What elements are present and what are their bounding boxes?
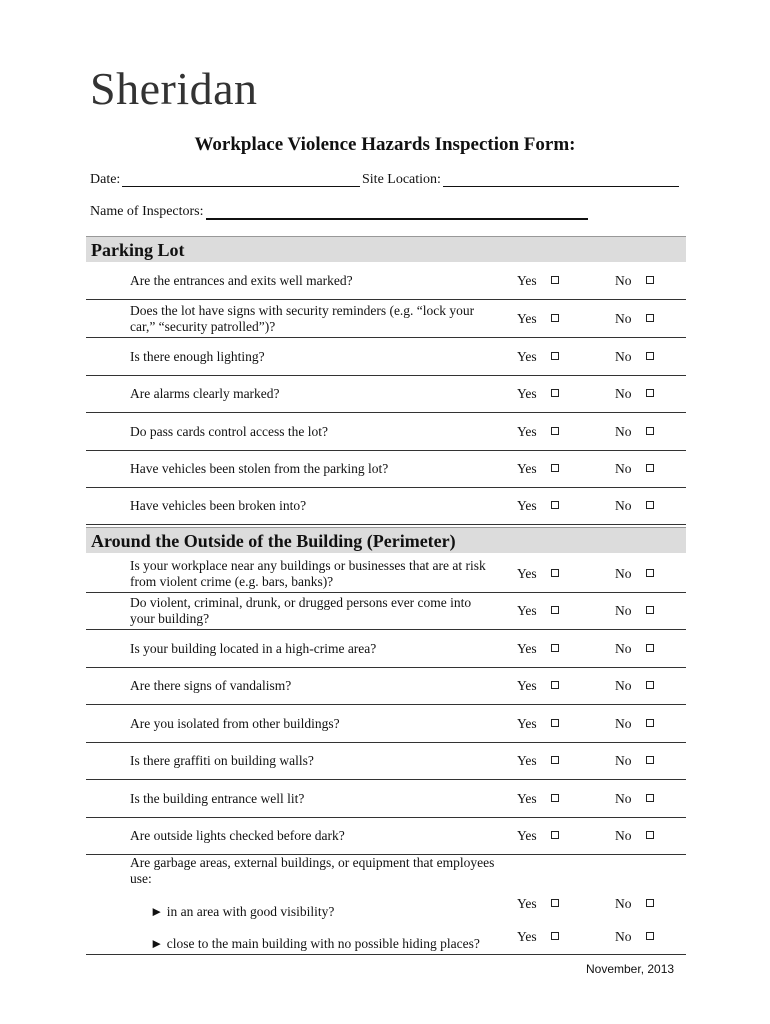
question-row — [86, 705, 686, 743]
no-checkbox[interactable] — [646, 932, 654, 940]
no-checkbox[interactable] — [646, 569, 654, 577]
question-row — [86, 338, 686, 376]
no-checkbox[interactable] — [646, 389, 654, 397]
question-row — [86, 818, 686, 855]
question-text: Have vehicles been stolen from the parking lot? — [130, 461, 389, 476]
yes-checkbox[interactable] — [551, 501, 559, 509]
question-text: Are garbage areas, external buildings, or equipment that employees use: — [130, 855, 495, 886]
yes-checkbox[interactable] — [551, 569, 559, 577]
no-checkbox[interactable] — [646, 276, 654, 284]
no-checkbox[interactable] — [646, 427, 654, 435]
no-checkbox[interactable] — [646, 464, 654, 472]
no-option[interactable]: No — [615, 273, 654, 289]
yes-checkbox[interactable] — [551, 352, 559, 360]
no-checkbox[interactable] — [646, 501, 654, 509]
yes-option[interactable]: Yes — [517, 424, 559, 440]
logo: Sheridan — [90, 63, 258, 114]
section-heading-perimeter: Around the Outside of the Building (Perimeter) — [86, 527, 686, 553]
no-checkbox[interactable] — [646, 831, 654, 839]
question-text: Are the entrances and exits well marked? — [130, 272, 353, 288]
yes-checkbox[interactable] — [551, 464, 559, 472]
no-option[interactable]: No — [615, 896, 654, 912]
yes-option[interactable]: Yes — [517, 273, 559, 289]
no-option[interactable]: No — [615, 929, 654, 945]
section-heading-parking: Parking Lot — [86, 236, 686, 262]
question-text: Is there graffiti on building walls? — [130, 753, 314, 768]
no-checkbox[interactable] — [646, 606, 654, 614]
question-text: Are you isolated from other buildings? — [130, 715, 340, 731]
question-row — [86, 630, 686, 668]
no-option[interactable]: No — [615, 716, 654, 732]
question-row — [86, 262, 686, 300]
no-option[interactable]: No — [615, 566, 654, 582]
form-title: Workplace Violence Hazards Inspection Form: — [194, 134, 576, 155]
question-text: Do violent, criminal, drunk, or drugged persons ever come into your building? — [130, 595, 472, 626]
inspectors-field[interactable] — [206, 218, 588, 220]
no-checkbox[interactable] — [646, 352, 654, 360]
no-option[interactable]: No — [615, 461, 654, 477]
question-row — [86, 593, 686, 630]
yes-checkbox[interactable] — [551, 606, 559, 614]
yes-checkbox[interactable] — [551, 644, 559, 652]
yes-option[interactable]: Yes — [517, 349, 559, 365]
yes-checkbox[interactable] — [551, 794, 559, 802]
question-text: Is there enough lighting? — [130, 348, 265, 364]
date-label: Date: — [90, 172, 121, 187]
question-text: Is the building entrance well lit? — [130, 790, 305, 806]
no-checkbox[interactable] — [646, 314, 654, 322]
yes-checkbox[interactable] — [551, 719, 559, 727]
question-row — [86, 555, 686, 593]
question-row — [86, 488, 686, 525]
site-location-label: Site Location: — [362, 172, 441, 187]
yes-option[interactable]: Yes — [517, 498, 559, 514]
no-checkbox[interactable] — [646, 794, 654, 802]
no-checkbox[interactable] — [646, 644, 654, 652]
no-option[interactable]: No — [615, 424, 654, 440]
no-option[interactable]: No — [615, 386, 654, 402]
yes-checkbox[interactable] — [551, 681, 559, 689]
yes-option[interactable]: Yes — [517, 896, 559, 912]
question-text: Do pass cards control access the lot? — [130, 423, 328, 439]
yes-option[interactable]: Yes — [517, 386, 559, 402]
yes-option[interactable]: Yes — [517, 311, 559, 327]
no-option[interactable]: No — [615, 753, 654, 769]
sub-question-text: ► in an area with good visibility? — [150, 904, 335, 919]
question-text: Have vehicles been broken into? — [130, 498, 307, 513]
yes-checkbox[interactable] — [551, 427, 559, 435]
yes-option[interactable]: Yes — [517, 566, 559, 582]
question-text: Does the lot have signs with security reminders (e.g. “lock your car,” “security patrolled”)? — [130, 302, 475, 334]
question-row — [86, 855, 686, 955]
question-text: Is your building located in a high-crime area? — [130, 640, 377, 656]
yes-checkbox[interactable] — [551, 899, 559, 907]
yes-checkbox[interactable] — [551, 932, 559, 940]
question-row — [86, 413, 686, 451]
question-text: Is your workplace near any buildings or businesses that are at risk from violent crime (e.g. bars, banks)? — [130, 557, 486, 589]
yes-option[interactable]: Yes — [517, 929, 559, 945]
no-option[interactable]: No — [615, 603, 654, 619]
yes-checkbox[interactable] — [551, 756, 559, 764]
yes-option[interactable]: Yes — [517, 716, 559, 732]
footer-date: November, 2013 — [586, 962, 675, 976]
no-checkbox[interactable] — [646, 681, 654, 689]
inspectors-label: Name of Inspectors: — [90, 204, 204, 219]
yes-checkbox[interactable] — [551, 389, 559, 397]
question-row — [86, 451, 686, 488]
no-checkbox[interactable] — [646, 719, 654, 727]
no-option[interactable]: No — [615, 311, 654, 327]
question-row — [86, 300, 686, 338]
site-location-field[interactable] — [443, 186, 679, 187]
no-option[interactable]: No — [615, 828, 654, 844]
yes-option[interactable]: Yes — [517, 678, 559, 694]
yes-checkbox[interactable] — [551, 314, 559, 322]
yes-option[interactable]: Yes — [517, 461, 559, 477]
question-text: Are alarms clearly marked? — [130, 386, 280, 401]
yes-option[interactable]: Yes — [517, 641, 559, 657]
question-text: Are outside lights checked before dark? — [130, 828, 345, 843]
sub-question-text: ► close to the main building with no possible hiding places? — [150, 936, 480, 951]
question-row — [86, 668, 686, 705]
question-row — [86, 376, 686, 413]
no-option[interactable]: No — [615, 641, 654, 657]
date-field[interactable] — [122, 186, 360, 187]
question-row — [86, 780, 686, 818]
yes-option[interactable]: Yes — [517, 603, 559, 619]
no-checkbox[interactable] — [646, 756, 654, 764]
no-checkbox[interactable] — [646, 899, 654, 907]
question-row — [86, 743, 686, 780]
yes-checkbox[interactable] — [551, 276, 559, 284]
no-option[interactable]: No — [615, 791, 654, 807]
no-option[interactable]: No — [615, 349, 654, 365]
question-text: Are there signs of vandalism? — [130, 678, 292, 693]
no-option[interactable]: No — [615, 678, 654, 694]
yes-option[interactable]: Yes — [517, 828, 559, 844]
yes-option[interactable]: Yes — [517, 753, 559, 769]
yes-option[interactable]: Yes — [517, 791, 559, 807]
no-option[interactable]: No — [615, 498, 654, 514]
yes-checkbox[interactable] — [551, 831, 559, 839]
